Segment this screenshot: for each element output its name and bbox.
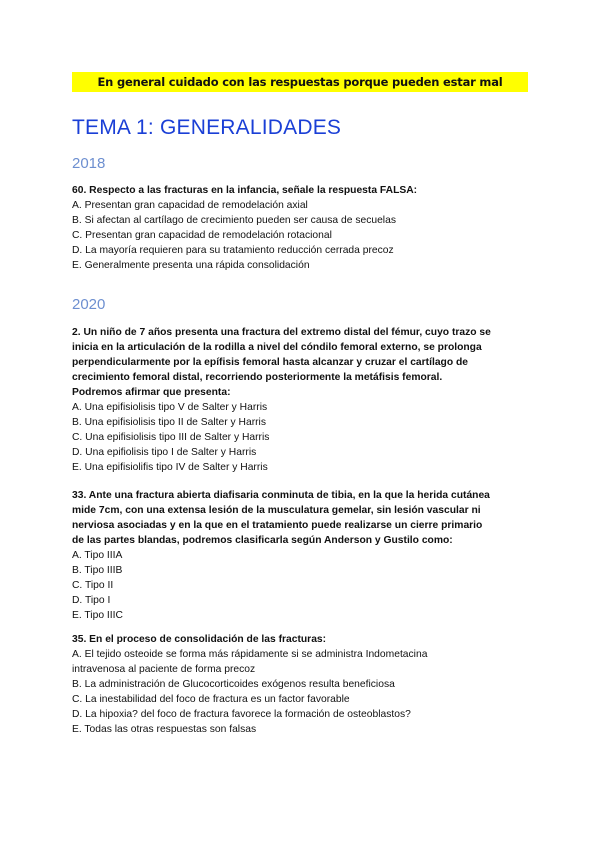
answer-option-continued: intravenosa al paciente de forma precoz xyxy=(72,664,256,675)
question-60 xyxy=(72,183,542,273)
answer-option: A. Presentan gran capacidad de remodelación axial xyxy=(72,200,308,211)
warning-banner: En general cuidado con las respuestas porque pueden estar mal xyxy=(72,72,528,92)
question-stem: 2. Un niño de 7 años presenta una fractura del extremo distal del fémur, cuyo trazo se xyxy=(72,327,491,338)
question-33 xyxy=(72,488,542,623)
question-2 xyxy=(72,325,542,475)
answer-option: A. Tipo IIIA xyxy=(72,550,123,561)
chapter-title: TEMA 1: GENERALIDADES xyxy=(72,116,342,139)
year-heading-2018: 2018 xyxy=(72,155,106,172)
answer-option: B. Si afectan al cartílago de crecimiento pueden ser causa de secuelas xyxy=(72,215,396,226)
question-stem: 60. Respecto a las fracturas en la infancia, señale la respuesta FALSA: xyxy=(72,185,418,196)
answer-option: A. El tejido osteoide se forma más rápidamente si se administra Indometacina xyxy=(72,649,428,660)
question-stem: Podremos afirmar que presenta: xyxy=(72,387,231,398)
answer-option: A. Una epifisiolisis tipo V de Salter y Harris xyxy=(72,402,268,413)
answer-option: D. Una epifiolisis tipo I de Salter y Harris xyxy=(72,447,257,458)
answer-option: E. Una epifisiolifis tipo IV de Salter y Harris xyxy=(72,462,268,473)
question-stem: 33. Ante una fractura abierta diafisaria conminuta de tibia, en la que la herida cutánea xyxy=(72,490,490,501)
question-stem: crecimiento femoral distal, recorriendo posteriormente la metáfisis femoral. xyxy=(72,372,443,383)
answer-option: D. La mayoría requieren para su tratamiento reducción cerrada precoz xyxy=(72,245,394,256)
answer-option: E. Todas las otras respuestas son falsas xyxy=(72,724,257,735)
answer-option: C. Una epifisiolisis tipo III de Salter y Harris xyxy=(72,432,270,443)
question-35 xyxy=(72,632,542,737)
answer-option: B. Una epifisiolisis tipo II de Salter y Harris xyxy=(72,417,266,428)
answer-option: C. Tipo II xyxy=(72,580,114,591)
question-stem: de las partes blandas, podremos clasificarla según Anderson y Gustilo como: xyxy=(72,535,453,546)
year-heading-2020: 2020 xyxy=(72,296,106,313)
answer-option: B. Tipo IIIB xyxy=(72,565,123,576)
answer-option: E. Tipo IIIC xyxy=(72,610,123,621)
answer-option: C. Presentan gran capacidad de remodelación rotacional xyxy=(72,230,332,241)
answer-option: B. La administración de Glucocorticoides exógenos resulta beneficiosa xyxy=(72,679,395,690)
question-stem: 35. En el proceso de consolidación de las fracturas: xyxy=(72,634,327,645)
question-stem: nerviosa asociadas y en la que en el tratamiento puede realizarse un cierre primario xyxy=(72,520,483,531)
question-stem: inicia en la articulación de la rodilla a nivel del cóndilo femoral externo, se prolonga xyxy=(72,342,482,353)
question-stem: mide 7cm, con una extensa lesión de la musculatura gemelar, sin lesión vascular ni xyxy=(72,505,481,516)
answer-option: E. Generalmente presenta una rápida consolidación xyxy=(72,260,310,271)
answer-option: C. La inestabilidad del foco de fractura es un factor favorable xyxy=(72,694,350,705)
answer-option: D. Tipo I xyxy=(72,595,111,606)
question-stem: perpendicularmente por la epífisis femoral hasta alcanzar y cruzar el cartílago de xyxy=(72,357,469,368)
answer-option: D. La hipoxia? del foco de fractura favorece la formación de osteoblastos? xyxy=(72,709,411,720)
